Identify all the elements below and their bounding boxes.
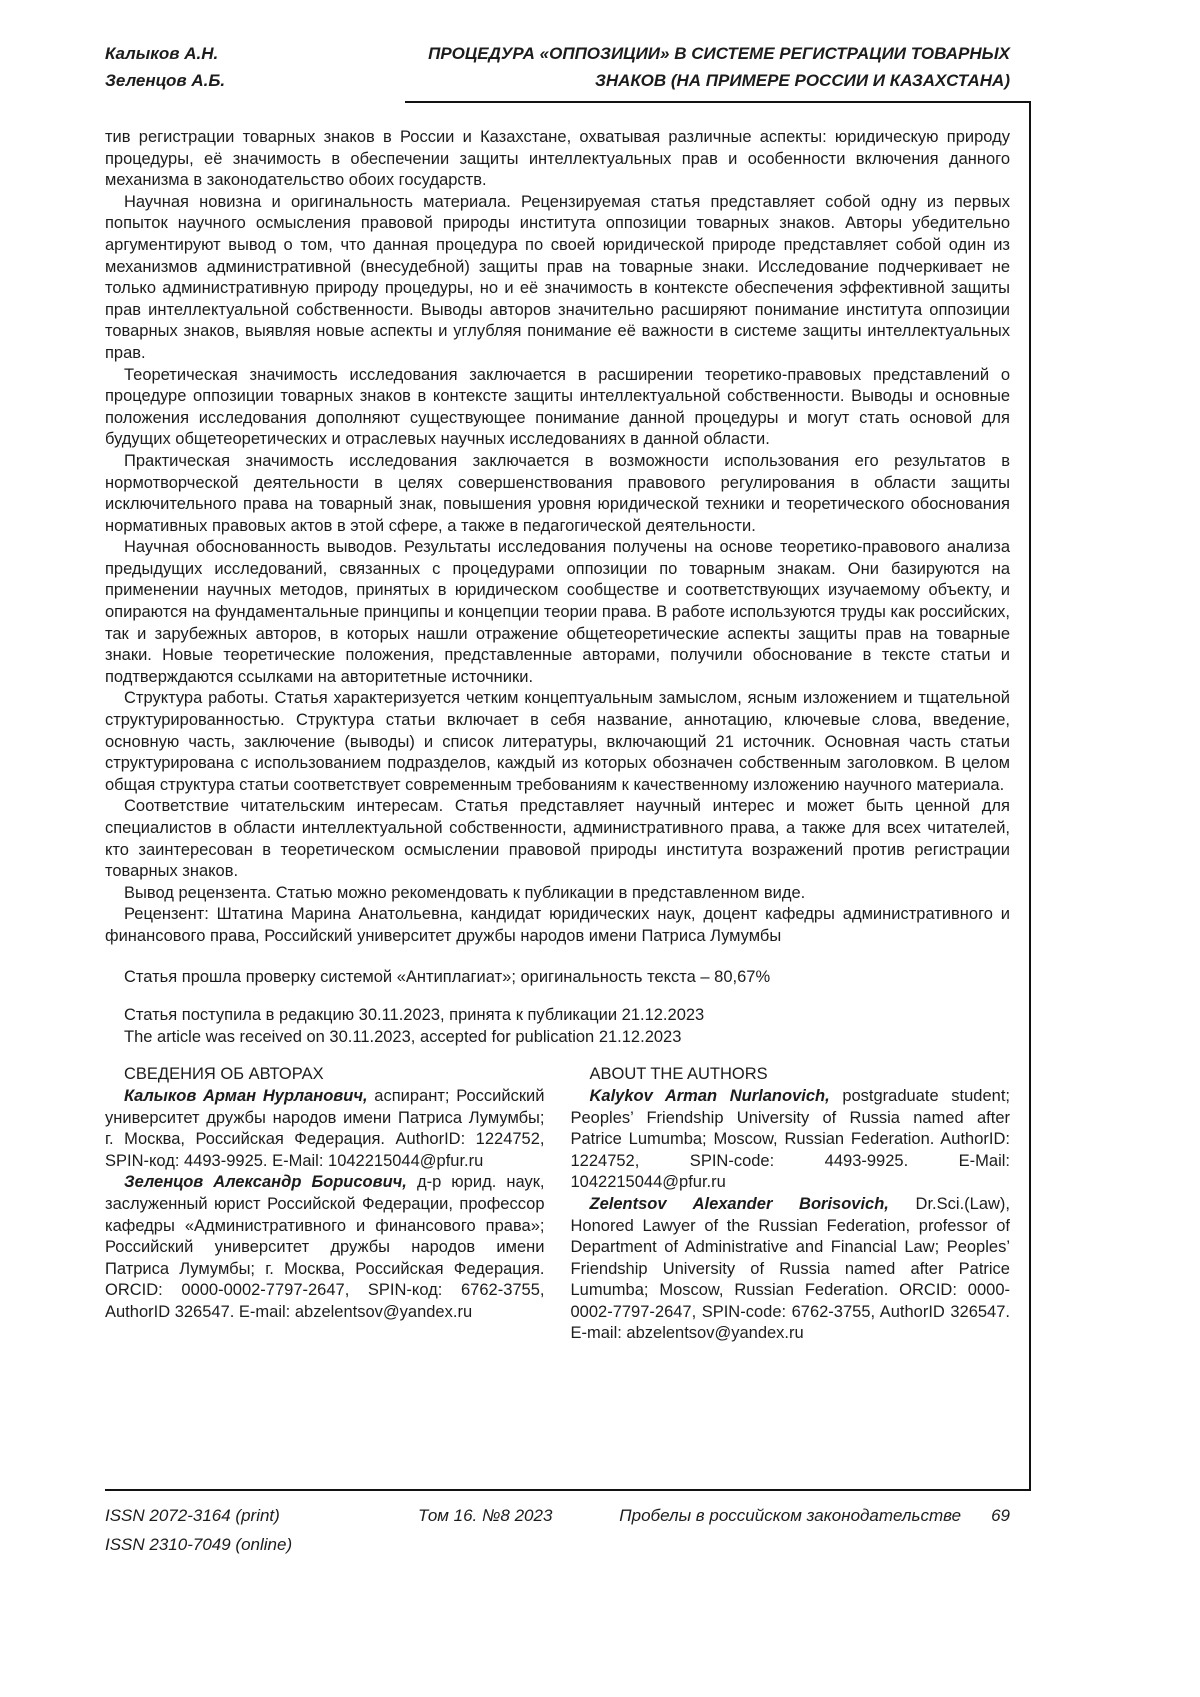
journal-title: Пробелы в российском законодательстве: [619, 1506, 962, 1525]
review-body: [105, 127, 1010, 1345]
page-header: [105, 40, 1010, 94]
issn-block: [105, 1501, 292, 1559]
paragraph: тив регистрации товарных знаков в России и Казахстане, охватывая различные аспекты: юридическую природу процедуры, её значимость в обеспечении защиты интеллектуальных прав и особенности включения данного механизма в законодательство обоих государств.: [105, 128, 1010, 190]
journal-title-group: [619, 1501, 1010, 1530]
author-entry-ru-2: [105, 1172, 545, 1323]
authors-info: [105, 1064, 1010, 1345]
reviewer-info: Рецензент: Штатина Марина Анатольевна, кандидат юридических наук, доцент кафедры административного и финансового права, Российский университет дружбы народов имени Патриса Лумумбы: [105, 905, 1010, 945]
authors-info-ru: [105, 1064, 545, 1345]
page-footer: [105, 1501, 1010, 1561]
reviewer-conclusion: Вывод рецензента. Статью можно рекомендовать к публикации в представленном виде.: [124, 883, 806, 902]
antiplagiat-note: Статья прошла проверку системой «Антиплагиат»; оригинальность текста – 80,67%: [124, 967, 771, 986]
author-name: Kalykov Arman Nurlanovich,: [589, 1086, 830, 1105]
author-details: аспирант; Российский университет дружбы народов имени Патриса Лумумбы; г. Москва, Российская Федерация. AuthorID: 1224752, SPIN-код: 4493-9925. E-Mail: 1042215044@pfur.ru: [105, 1086, 545, 1170]
paragraph: Практическая значимость исследования заключается в возможности использования его результатов в нормотворческой деятельности в целях совершенствования правового регулирования в области защиты исключительного права на товарный знак, повышения уровня юридической техники и теоретического обоснования нормативных правовых актов в этой сфере, а также в педагогической деятельности.: [105, 451, 1010, 535]
running-head-authors: [105, 40, 225, 94]
received-date-en: The article was received on 30.11.2023, accepted for publication 21.12.2023: [124, 1027, 682, 1046]
footer-rule: [105, 1489, 1031, 1491]
author-name: Zelentsov Alexander Borisovich,: [589, 1194, 889, 1213]
issn-online: ISSN 2310-7049 (online): [105, 1535, 293, 1554]
running-head-title: ПРОЦЕДУРА «ОППОЗИЦИИ» В СИСТЕМЕ РЕГИСТРАЦИИ ТОВАРНЫХ ЗНАКОВ (НА ПРИМЕРЕ РОССИИ И КАЗАХСТАНА): [428, 44, 1010, 90]
issn-print: ISSN 2072-3164 (print): [105, 1506, 280, 1525]
paragraph: Научная новизна и оригинальность материала. Рецензируемая статья представляет собой одну из первых попыток научного осмысления правовой природы института оппозиции товарных знаков. Авторы убедительно аргументируют вывод о том, что данная процедура по своей юридической природе представляет собой один из механизмов административной (внесудебной) защиты прав на товарные знаки. Исследование подчеркивает не только административную природу процедуры, но и её значимость в контексте обеспечения эффективной защиты прав интеллектуальной собственности. Выводы авторов значительно расширяют понимание института оппозиции товарных знаков, выявляя новые аспекты и углубляя понимание её важности в системе защиты интеллектуальных прав.: [105, 192, 1010, 362]
running-head-author-2: Зеленцов А.Б.: [105, 71, 226, 90]
paragraph: Научная обоснованность выводов. Результаты исследования получены на основе теоретико-правового анализа предыдущих исследований, связанных с процедурами оппозиции по товарным знакам. Они базируются на применении научных методов, принятых в юридическом сообществе и соответствующих изучаемому объекту, и опираются на фундаментальные принципы и концепции теории права. В работе используются труды как российских, так и зарубежных авторов, в которых нашли отражение общетеоретические аспекты защиты прав на товарные знаки. Новые теоретические положения, представленные авторами, получили обоснование в тексте статьи и подтверждаются ссылками на авторитетные источники.: [105, 538, 1010, 686]
author-details: postgraduate student; Peoples’ Friendship University of Russia named after Patrice Lumumba; Moscow, Russian Federation. AuthorID: 1224752, SPIN-code: 4493-9925. E-Mail: 1042215044@pfur.ru: [570, 1086, 1010, 1192]
authors-info-en: [571, 1064, 1011, 1345]
author-name: Зеленцов Александр Борисович,: [124, 1173, 407, 1192]
authors-heading-ru: СВЕДЕНИЯ ОБ АВТОРАХ: [124, 1065, 324, 1084]
received-date-ru: Статья поступила в редакцию 30.11.2023, принята к публикации 21.12.2023: [124, 1006, 705, 1025]
paragraph: Соответствие читательским интересам. Статья представляет научный интерес и может быть ценной для специалистов в области интеллектуальной собственности, административного права, а также для всех читателей, кто заинтересован в теоретическом осмыслении правовой природы института возражений против регистрации товарных знаков.: [105, 797, 1010, 881]
author-name: Калыков Арман Нурланович,: [124, 1086, 368, 1105]
right-margin-rule: [1029, 101, 1031, 1489]
running-head-author-1: Калыков А.Н.: [105, 44, 219, 63]
page-number: 69: [991, 1506, 1010, 1525]
header-rule: [405, 101, 1031, 103]
volume-issue: Том 16. №8 2023: [418, 1506, 553, 1525]
author-details: Dr.Sci.(Law), Honored Lawyer of the Russian Federation, professor of Department of Administrative and Financial Law; Peoples’ Friendship University of Russia named after Patrice Lumumba; Moscow, Russian Federation. ORCID: 0000-0002-7797-2647, SPIN-code: 6762-3755, AuthorID 326547. E-mail: abzelentsov@yandex.ru: [570, 1194, 1010, 1343]
author-entry-ru-1: [105, 1086, 545, 1172]
paragraph: Теоретическая значимость исследования заключается в расширении теоретико-правовых представлений о процедуре оппозиции товарных знаков в контексте защиты интеллектуальной собственности. Выводы и основные положения исследования дополняют существующее понимание данной процедуры и могут стать основой для будущих общетеоретических и отраслевых научных исследованиях в данной области.: [105, 365, 1010, 449]
author-entry-en-1: [571, 1086, 1011, 1194]
received-dates: [105, 1005, 1010, 1048]
authors-heading-en: ABOUT THE AUTHORS: [589, 1065, 768, 1084]
author-details: д-р юрид. наук, заслуженный юрист Российской Федерации, профессор кафедры «Административного и финансового права»; Российский университет дружбы народов имени Патриса Лумумбы; г. Москва, Российская Федерация. ORCID: 0000-0002-7797-2647, SPIN-код: 6762-3755, AuthorID 326547. E-mail: abzelentsov@yandex.ru: [105, 1173, 545, 1321]
paragraph: Структура работы. Статья характеризуется четким концептуальным замыслом, ясным изложением и тщательной структурированностью. Структура статьи включает в себя название, аннотацию, ключевые слова, введение, основную часть, заключение (выводы) и список литературы, включающий 21 источник. Основная часть статьи структурирована с использованием подразделов, каждый из которых обозначен собственным заголовком. В целом общая структура статьи соответствует современным требованиям к качественному изложению научного материала.: [105, 689, 1010, 794]
author-entry-en-2: [571, 1194, 1011, 1345]
